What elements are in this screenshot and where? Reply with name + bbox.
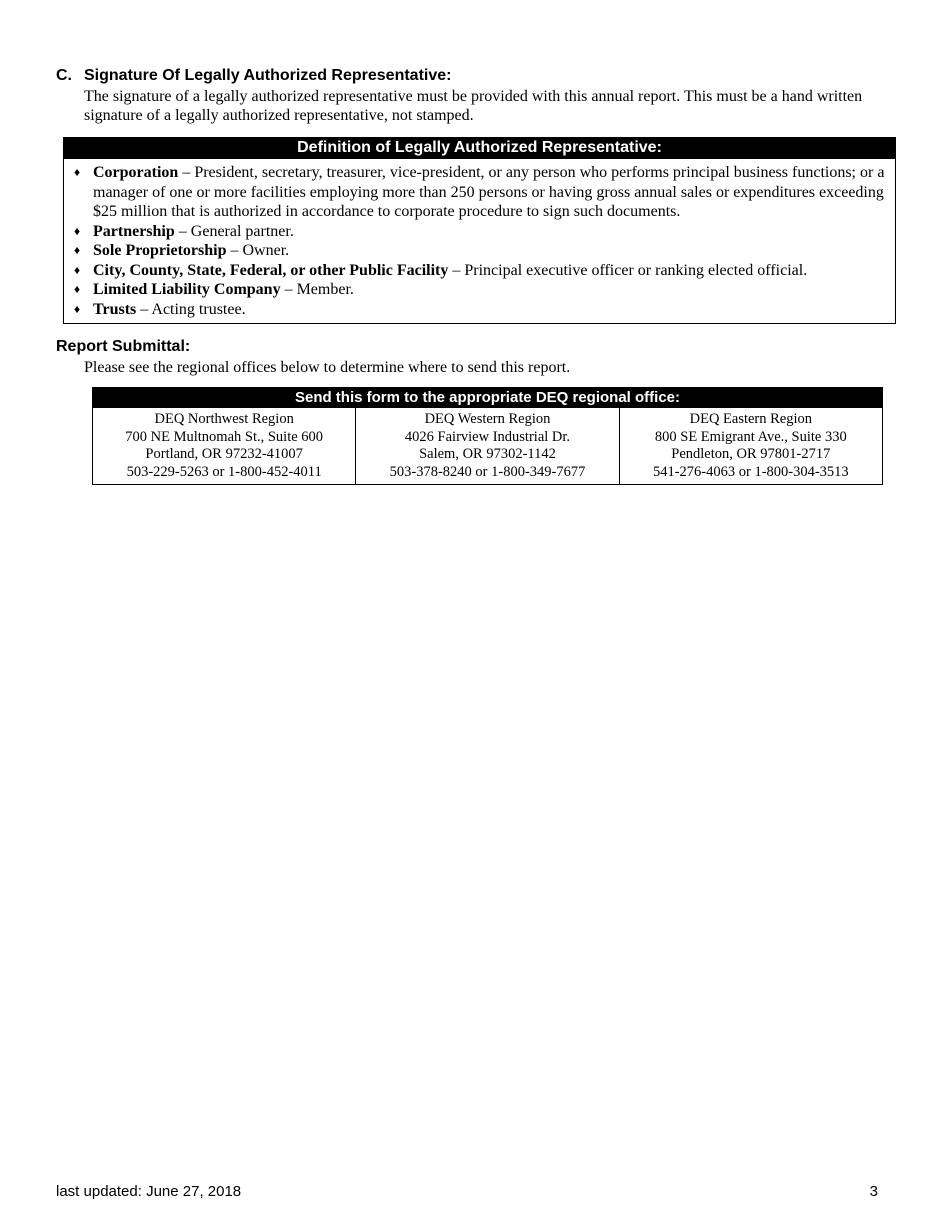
page-number: 3: [869, 1183, 878, 1200]
regional-office-table: [92, 387, 883, 485]
section-c-signature: [56, 66, 896, 125]
office-eastern: [619, 408, 882, 484]
definition-term: City, County, State, Federal, or other Public Facility: [93, 261, 449, 279]
definition-text: – Owner.: [226, 242, 290, 259]
office-city: Pendleton, OR 97801-2717: [671, 446, 831, 462]
office-name: DEQ Northwest Region: [154, 411, 294, 427]
definition-term: Trusts: [93, 300, 137, 318]
diamond-bullet-icon: ♦: [74, 282, 81, 296]
regional-office-header: Send this form to the appropriate DEQ regional office:: [93, 388, 882, 408]
definition-text: – Acting trustee.: [136, 300, 246, 318]
diamond-bullet-icon: ♦: [74, 262, 81, 277]
regional-office-columns: [93, 408, 882, 484]
definition-item-sole-proprietorship: [72, 241, 887, 261]
office-address: 800 SE Emigrant Ave., Suite 330: [654, 428, 847, 445]
definition-term: Partnership: [93, 222, 175, 240]
office-western: [355, 408, 618, 484]
last-updated-footer: last updated: June 27, 2018: [56, 1183, 242, 1200]
diamond-bullet-icon: ♦: [74, 301, 81, 316]
office-name: DEQ Western Region: [424, 411, 551, 427]
section-c-heading: [56, 66, 896, 86]
diamond-bullet-icon: ♦: [74, 243, 81, 257]
office-phone: 541-276-4063 or 1-800-304-3513: [652, 463, 849, 480]
definition-item-llc: [72, 280, 887, 300]
diamond-bullet-icon: ♦: [74, 223, 81, 238]
diamond-bullet-icon: ♦: [74, 165, 81, 179]
definition-term: Limited Liability Company: [93, 281, 281, 298]
report-submittal-heading: Report Submittal:: [56, 338, 191, 355]
definition-term: Sole Proprietorship: [93, 242, 227, 259]
office-address: 4026 Fairview Industrial Dr.: [404, 428, 571, 445]
definition-text: – President, secretary, treasurer, vice-president, or any person who performs principal business functions; or a manager of one or more facilities employing more than 250 persons or having gross annual sales or expenditures exceeding $25 million that is authorized in accordance to corporate procedure to sign such documents.: [93, 164, 885, 220]
definition-item-partnership: [72, 222, 887, 242]
section-c-title: Signature Of Legally Authorized Representative:: [84, 67, 452, 84]
report-submittal-body: Please see the regional offices below to determine where to send this report.: [84, 359, 571, 376]
definition-list: [64, 159, 895, 323]
office-phone: 503-378-8240 or 1-800-349-7677: [389, 463, 586, 480]
definition-term: Corporation: [93, 164, 179, 181]
definition-box: [63, 137, 896, 324]
definition-box-header: Definition of Legally Authorized Representative:: [64, 138, 895, 159]
office-northwest: [93, 408, 355, 484]
definition-text: – General partner.: [174, 222, 294, 240]
office-city: Portland, OR 97232-41007: [145, 446, 303, 462]
office-phone: 503-229-5263 or 1-800-452-4011: [126, 463, 322, 480]
definition-item-trusts: [72, 300, 887, 320]
definition-item-corporation: [72, 163, 887, 222]
section-letter: C.: [56, 67, 72, 84]
definition-text: – Member.: [280, 281, 354, 298]
definition-text: – Principal executive officer or ranking elected official.: [448, 261, 808, 279]
section-c-body: The signature of a legally authorized representative must be provided with this annual report. This must be a hand written signature of a legally authorized representative, not stamped.: [84, 88, 863, 124]
office-address: 700 NE Multnomah St., Suite 600: [125, 428, 324, 445]
office-name: DEQ Eastern Region: [689, 411, 813, 427]
definition-item-public-facility: [72, 261, 887, 281]
office-city: Salem, OR 97302-1142: [419, 446, 556, 462]
report-submittal-section: [56, 337, 896, 377]
